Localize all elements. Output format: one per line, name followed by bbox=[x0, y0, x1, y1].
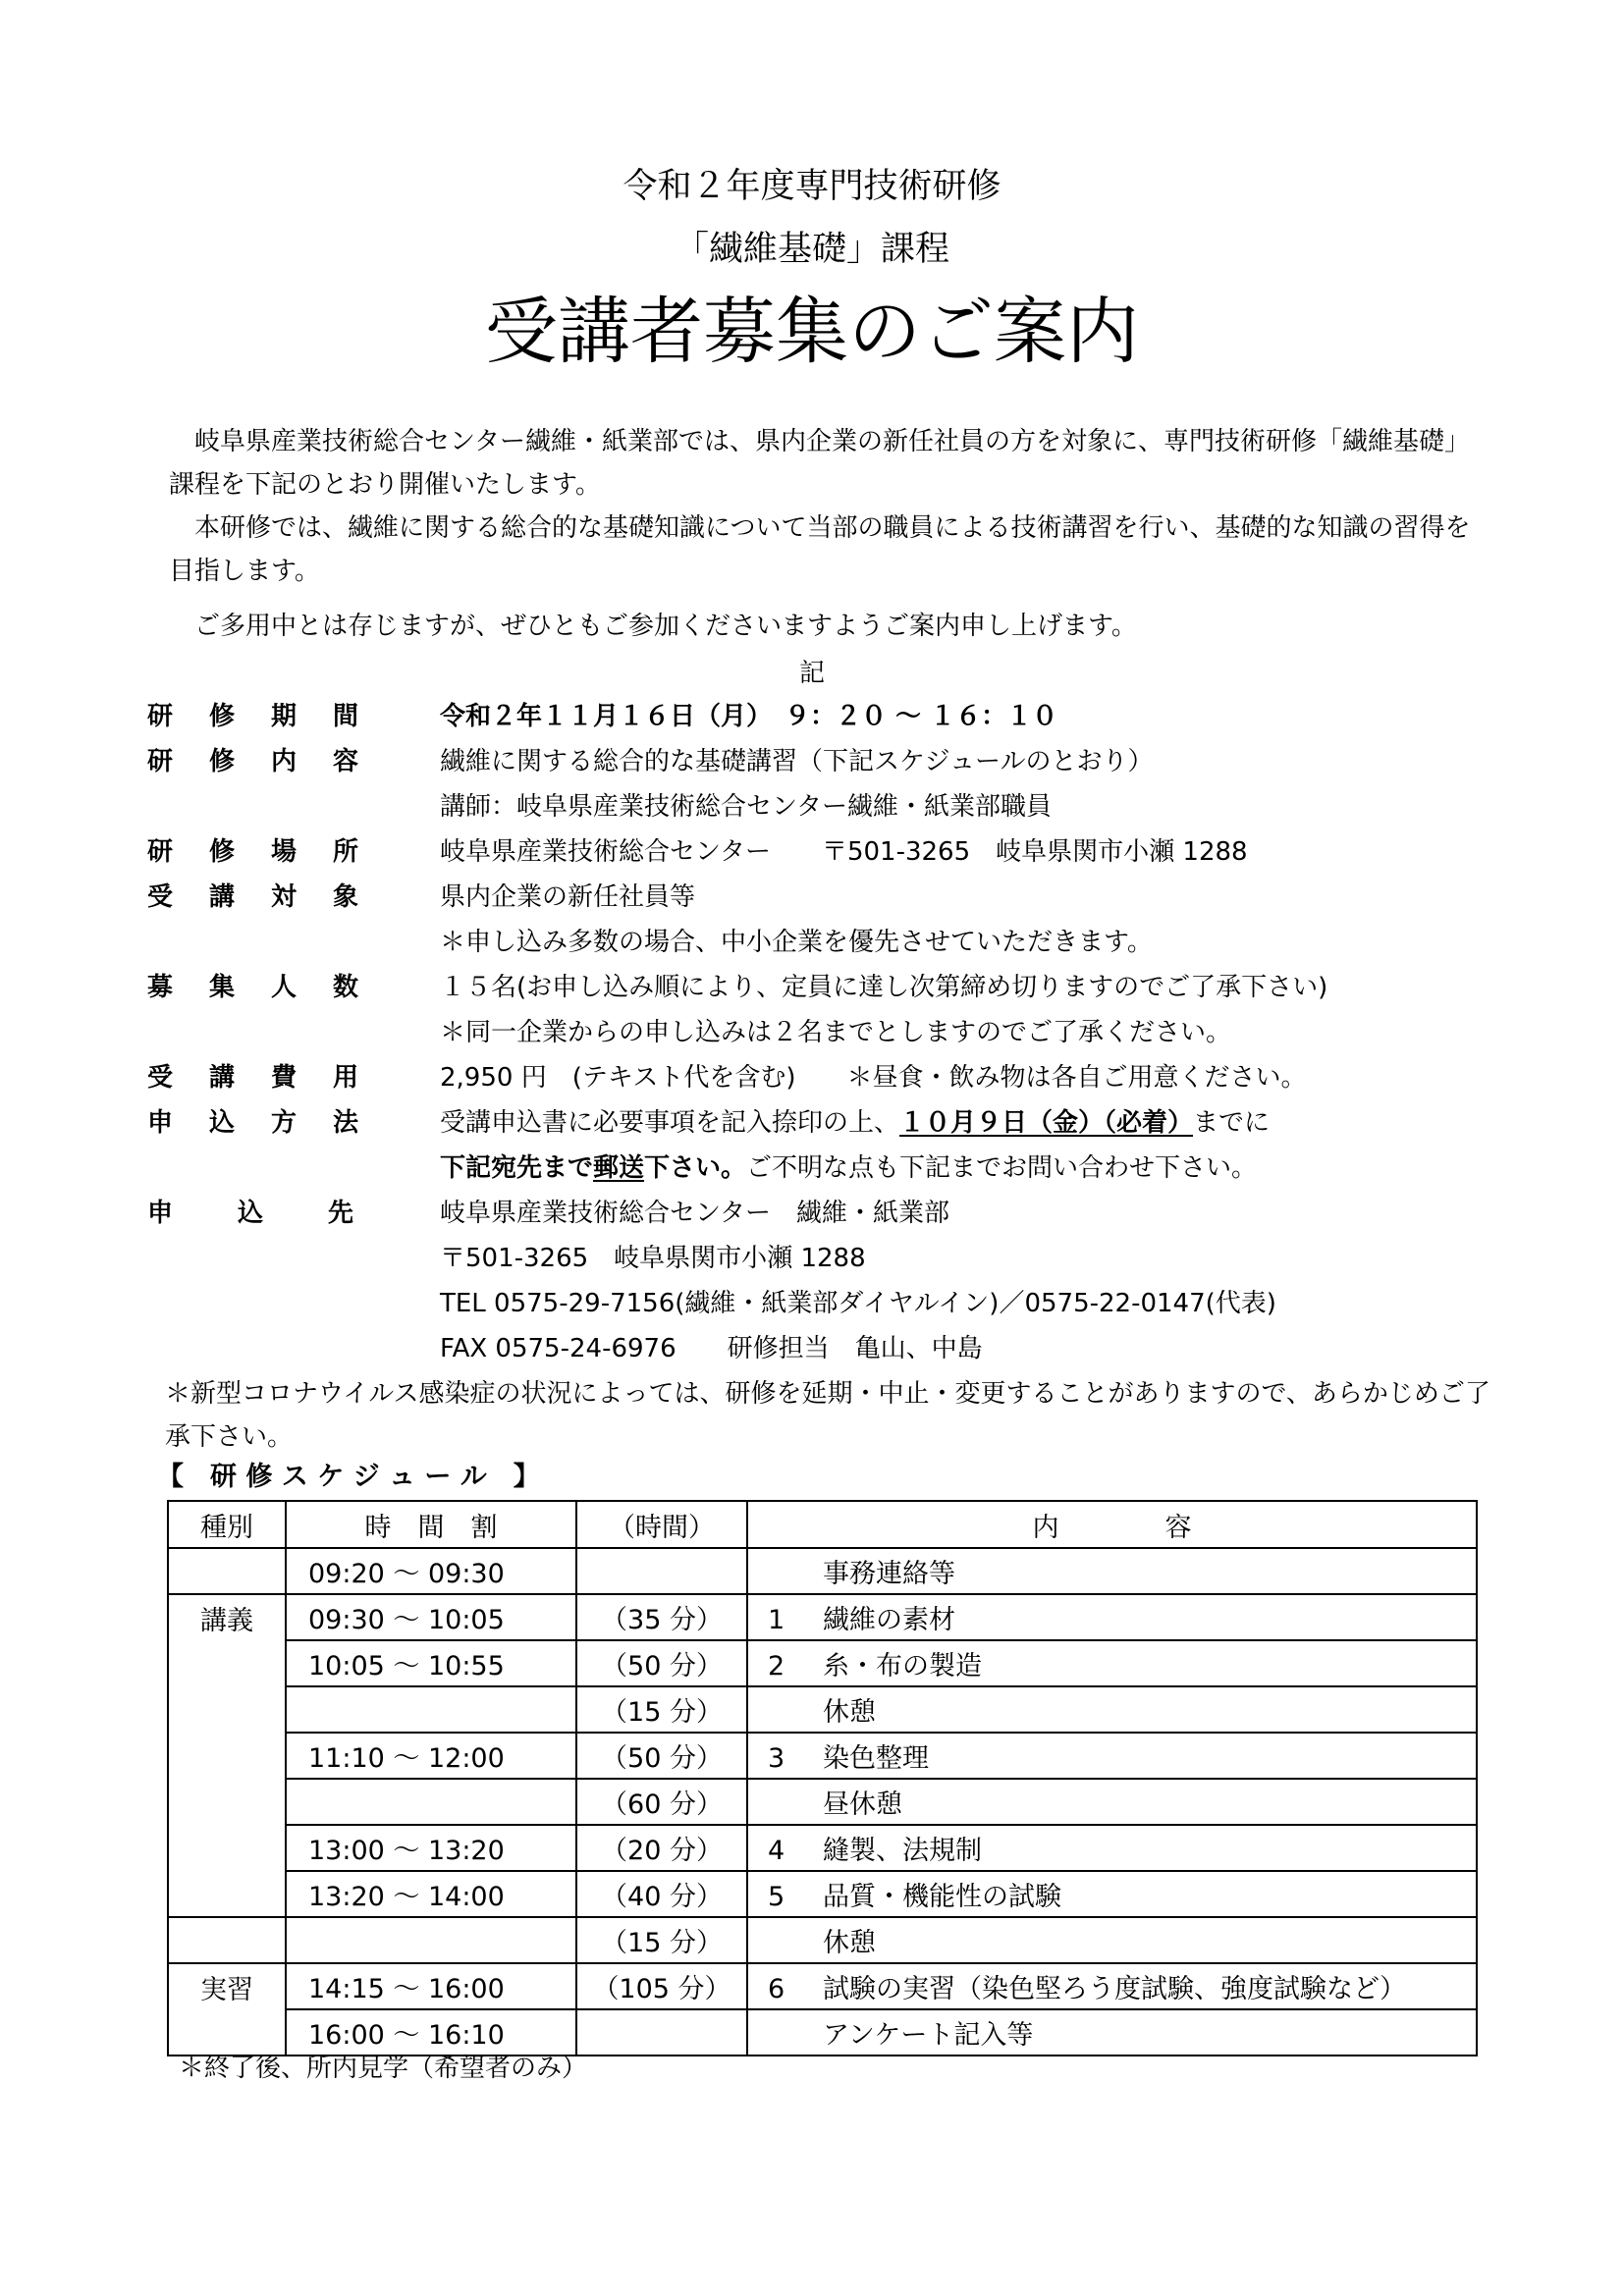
schedule-content bbox=[747, 1779, 1477, 1825]
schedule-item-text: アンケート記入等 bbox=[823, 2020, 1034, 2051]
schedule-time: 13:20 ～ 14:00 bbox=[286, 1871, 576, 1917]
schedule-time: 11:10 ～ 12:00 bbox=[286, 1733, 576, 1779]
intro-paragraph-1: 岐阜県産業技術総合センター繊維・紙業部では、県内企業の新任社員の方を対象に、専門技術研修「繊維基礎」課程を下記のとおり開催いたします。 bbox=[169, 427, 1470, 500]
place-value: 岐阜県産業技術総合センター 〒501-3265 岐阜県関市小瀬 1288 bbox=[440, 837, 1248, 867]
schedule-row bbox=[168, 1686, 1477, 1733]
contact-fax: FAX 0575-24-6976 研修担当 亀山、中島 bbox=[440, 1334, 983, 1363]
schedule-duration bbox=[576, 2009, 747, 2056]
schedule-kind: 実習 bbox=[168, 1963, 286, 2009]
schedule-duration: （15 分） bbox=[576, 1686, 747, 1733]
header-time: 時 間 割 bbox=[286, 1501, 576, 1548]
capacity-label: 募 集 人 数 bbox=[147, 973, 358, 1002]
contact-line-2: 〒501-3265 岐阜県関市小瀬 1288 bbox=[440, 1244, 866, 1273]
fee-value: 2,950 円 (テキスト代を含む) ＊昼食・飲み物は各自ご用意ください。 bbox=[440, 1063, 1307, 1093]
schedule-row bbox=[168, 1871, 1477, 1917]
schedule-item-number: 5 bbox=[768, 1882, 785, 1912]
schedule-duration: （50 分） bbox=[576, 1640, 747, 1686]
method-label: 申 込 方 法 bbox=[147, 1108, 358, 1138]
schedule-content bbox=[747, 2009, 1477, 2056]
header-kind: 種別 bbox=[168, 1501, 286, 1548]
schedule-row bbox=[168, 1640, 1477, 1686]
contact-line-1: 岐阜県産業技術総合センター 繊維・紙業部 bbox=[440, 1199, 949, 1228]
method-text-c: までに bbox=[1193, 1108, 1271, 1138]
schedule-item-text: 昼休憩 bbox=[823, 1789, 902, 1820]
schedule-footnote: ＊終了後、所内見学（希望者のみ） bbox=[179, 2054, 588, 2083]
schedule-item-number: 6 bbox=[768, 1974, 785, 2004]
contact-label: 申 込 先 bbox=[147, 1199, 353, 1228]
schedule-time: 10:05 ～ 10:55 bbox=[286, 1640, 576, 1686]
schedule-item-text: 縫製、法規制 bbox=[823, 1836, 982, 1866]
fee-label: 受 講 費 用 bbox=[147, 1063, 358, 1093]
schedule-item-text: 試験の実習（染色堅ろう度試験、強度試験など） bbox=[823, 1974, 1406, 2004]
ki-mark: 記 bbox=[798, 659, 825, 688]
schedule-table bbox=[167, 1500, 1478, 2056]
schedule-item-text: 品質・機能性の試験 bbox=[823, 1882, 1061, 1912]
schedule-item-number: 1 bbox=[768, 1605, 785, 1635]
schedule-content bbox=[747, 1640, 1477, 1686]
method-bold-c: 下さい。 bbox=[644, 1153, 747, 1183]
schedule-time bbox=[286, 1686, 576, 1733]
deadline-date: １０月９日（金）（必着） bbox=[899, 1108, 1194, 1138]
schedule-content bbox=[747, 1548, 1477, 1594]
schedule-time: 09:30 ～ 10:05 bbox=[286, 1594, 576, 1640]
schedule-kind bbox=[168, 1871, 286, 1917]
schedule-kind bbox=[168, 1917, 286, 1963]
schedule-item-text: 休憩 bbox=[823, 1928, 876, 1958]
header-line1: 令和２年度専門技術研修 bbox=[623, 167, 1001, 206]
schedule-kind bbox=[168, 1686, 286, 1733]
page-title: 受講者募集のご案内 bbox=[485, 290, 1139, 374]
schedule-item-text: 染色整理 bbox=[823, 1743, 929, 1774]
content-value: 繊維に関する総合的な基礎講習（下記スケジュールのとおり） bbox=[440, 747, 1154, 776]
schedule-content bbox=[747, 1871, 1477, 1917]
covid-notice: ＊新型コロナウイルス感染症の状況によっては、研修を延期・中止・変更することがありますので、あらかじめご了承下さい。 bbox=[165, 1379, 1490, 1452]
intro-paragraph-3: ご多用中とは存じますが、ぜひともご参加くださいますようご案内申し上げます。 bbox=[169, 612, 1137, 641]
schedule-duration: （105 分） bbox=[576, 1963, 747, 2009]
schedule-duration: （15 分） bbox=[576, 1917, 747, 1963]
schedule-row bbox=[168, 1779, 1477, 1825]
schedule-kind: 講義 bbox=[168, 1594, 286, 1640]
schedule-item-text: 繊維の素材 bbox=[823, 1605, 955, 1635]
schedule-item-number: 2 bbox=[768, 1651, 785, 1682]
schedule-item-number: 3 bbox=[768, 1743, 785, 1774]
schedule-duration: （60 分） bbox=[576, 1779, 747, 1825]
schedule-title: 【 研 修 ス ケ ジ ュ ー ル 】 bbox=[157, 1462, 540, 1492]
schedule-kind bbox=[168, 1779, 286, 1825]
schedule-time: 14:15 ～ 16:00 bbox=[286, 1963, 576, 2009]
header-duration: （時間） bbox=[576, 1501, 747, 1548]
contact-tel: TEL 0575-29-7156(繊維・紙業部ダイヤルイン)／0575-22-0147(代表) bbox=[440, 1289, 1276, 1318]
schedule-kind bbox=[168, 1733, 286, 1779]
schedule-duration bbox=[576, 1548, 747, 1594]
header-line2: 「繊維基礎」課程 bbox=[674, 230, 949, 269]
method-line-1 bbox=[440, 1101, 1270, 1145]
schedule-item-text: 糸・布の製造 bbox=[823, 1651, 982, 1682]
schedule-item-number: 4 bbox=[768, 1836, 785, 1866]
capacity-value: １５名(お申し込み順により、定員に達し次第締め切りますのでご了承下さい) bbox=[440, 973, 1328, 1002]
schedule-kind bbox=[168, 1548, 286, 1594]
schedule-content bbox=[747, 1733, 1477, 1779]
header-content: 内 容 bbox=[747, 1501, 1477, 1548]
content-instructor: 講師：岐阜県産業技術総合センター繊維・紙業部職員 bbox=[440, 792, 1052, 822]
period-value: 令和２年１１月１６日（月） ９：２０ ～ １６：１０ bbox=[440, 702, 1058, 731]
schedule-content bbox=[747, 1686, 1477, 1733]
schedule-row bbox=[168, 1917, 1477, 1963]
method-bold-a: 下記宛先まで bbox=[440, 1153, 594, 1183]
schedule-row bbox=[168, 1963, 1477, 2009]
period-label: 研 修 期 間 bbox=[147, 702, 358, 731]
schedule-time: 13:00 ～ 13:20 bbox=[286, 1825, 576, 1871]
intro-paragraph-2: 本研修では、繊維に関する総合的な基礎知識について当部の職員による技術講習を行い、基礎的な知識の習得を目指します。 bbox=[169, 513, 1471, 586]
schedule-kind bbox=[168, 1825, 286, 1871]
schedule-time bbox=[286, 1917, 576, 1963]
schedule-row bbox=[168, 1594, 1477, 1640]
method-line-2 bbox=[440, 1147, 1257, 1190]
schedule-content bbox=[747, 1594, 1477, 1640]
target-note: ＊申し込み多数の場合、中小企業を優先させていただきます。 bbox=[440, 928, 1153, 957]
content-label: 研 修 内 容 bbox=[147, 747, 358, 776]
schedule-content bbox=[747, 1963, 1477, 2009]
schedule-item-text: 休憩 bbox=[823, 1697, 876, 1728]
capacity-note: ＊同一企業からの申し込みは２名までとしますのでご了承ください。 bbox=[440, 1018, 1232, 1047]
place-label: 研 修 場 所 bbox=[147, 837, 358, 867]
schedule-time: 16:00 ～ 16:10 bbox=[286, 2009, 576, 2056]
schedule-time: 09:20 ～ 09:30 bbox=[286, 1548, 576, 1594]
schedule-item-text: 事務連絡等 bbox=[823, 1559, 955, 1589]
schedule-duration: （50 分） bbox=[576, 1733, 747, 1779]
schedule-kind bbox=[168, 1640, 286, 1686]
schedule-header-row bbox=[168, 1501, 1477, 1548]
method-mail: 郵送 bbox=[593, 1153, 645, 1183]
schedule-duration: （35 分） bbox=[576, 1594, 747, 1640]
schedule-row bbox=[168, 1825, 1477, 1871]
target-label: 受 講 対 象 bbox=[147, 882, 358, 912]
method-text-a: 受講申込書に必要事項を記入捺印の上、 bbox=[440, 1108, 900, 1138]
schedule-time bbox=[286, 1779, 576, 1825]
schedule-row bbox=[168, 1548, 1477, 1594]
method-inquiry: ご不明な点も下記までお問い合わせ下さい。 bbox=[746, 1153, 1258, 1183]
schedule-duration: （20 分） bbox=[576, 1825, 747, 1871]
schedule-row bbox=[168, 1733, 1477, 1779]
schedule-content bbox=[747, 1825, 1477, 1871]
schedule-content bbox=[747, 1917, 1477, 1963]
target-value: 県内企業の新任社員等 bbox=[440, 882, 696, 912]
schedule-duration: （40 分） bbox=[576, 1871, 747, 1917]
